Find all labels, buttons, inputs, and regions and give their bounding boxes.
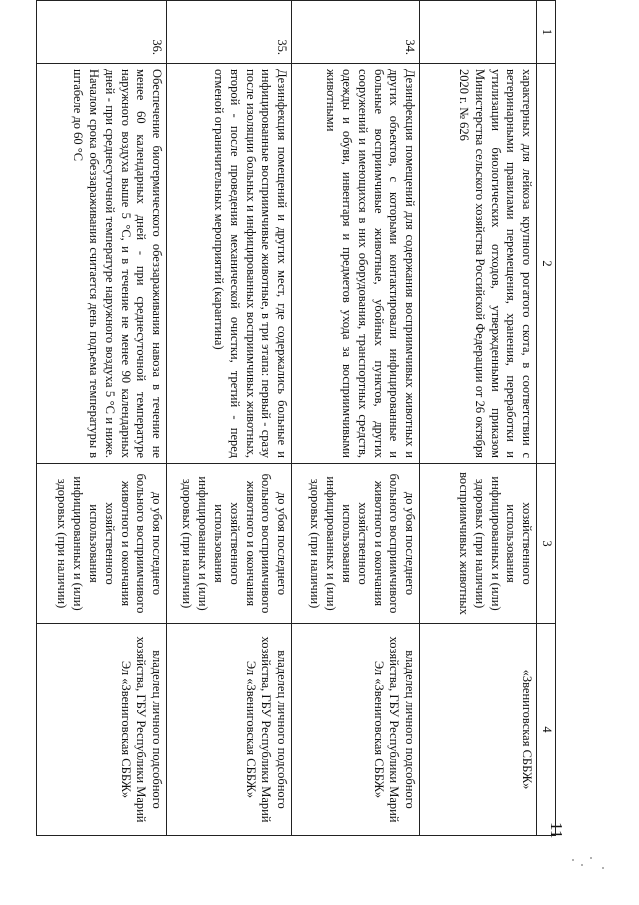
table-row (37, 1, 167, 836)
rotated-page-content (36, 0, 556, 835)
column-header: 2 (537, 64, 556, 464)
measure-responsible: владелец личного подсобного хозяйства, ГБУ Республики Марий Эл «Звениговская СББЖ» (292, 624, 420, 836)
measure-timing: до убоя последнего больного восприимчивого животного и окончания хозяйственного использования инфицированных и (или) здоровых (при наличии) (37, 464, 167, 624)
measure-description: Обеспечение биотермического обеззараживания навоза в течение не менее 60 календарных дней - при среднесуточной температуре наружного воздуха выше 5 °С, и в течение не менее 90 календарных дней - при среднесуточной температуре наружного воздуха 5 °С и ниже. Началом срока обеззараживания считается день подъема температуры в штабеле до 60 °С (37, 64, 167, 464)
measure-description: характерных для лейкоза крупного рогатого скота, в соответствии с ветеринарными правилами перемещения, хранения, переработки и утилизации биологических отходов, утвержденными приказом Министерства сельского хозяйства Российской Федерации от 26 октября 2020 г. № 626 (420, 64, 537, 464)
measure-responsible: владелец личного подсобного хозяйства, ГБУ Республики Марий Эл «Звениговская СББЖ» (37, 624, 167, 836)
column-header: 1 (537, 1, 556, 64)
measures-table (36, 0, 556, 836)
page-number: 11 (547, 822, 566, 839)
table-row (420, 1, 537, 836)
measure-timing: до убоя последнего больного восприимчивого животного и окончания хозяйственного использования инфицированных и (или) здоровых (при наличии) (292, 464, 420, 624)
row-number: 36. (37, 1, 167, 64)
column-header: 4 (537, 624, 556, 836)
measure-description: Дезинфекция помещений для содержания восприимчивых животных и других объектов, с которыми контактировали инфицированные и больные восприимчивые животные, убойных пунктов, других сооружений и имеющихся в них оборудования, транспортных средств, одежды и обуви, инвентаря и предметов ухода за восприимчивыми животными (292, 64, 420, 464)
measure-responsible: владелец личного подсобного хозяйства, ГБУ Республики Марий Эл «Звениговская СББЖ» (167, 624, 292, 836)
measure-timing: хозяйственного использования инфицированных и (или) здоровых (при наличии) восприимчивых животных (420, 464, 537, 624)
row-number: 34. (292, 1, 420, 64)
column-header: 3 (537, 464, 556, 624)
measure-responsible: «Звениговская СББЖ» (420, 624, 537, 836)
scan-speckles (572, 855, 612, 875)
measure-timing: до убоя последнего больного восприимчивого животного и окончания хозяйственного использования инфицированных и (или) здоровых (при наличии) (167, 464, 292, 624)
row-number: 35. (167, 1, 292, 64)
table-row (292, 1, 420, 836)
measure-description: Дезинфекция помещений и других мест, где содержались больные и инфицированные восприимчивые животные, в три этапа: первый - сразу после изоляции больных и инфицированных восприимчивых животных, второй - после проведения механической очистки, третий - перед отменой ограничительных мероприятий (карантина) (167, 64, 292, 464)
table-row (167, 1, 292, 836)
table-header-row (537, 1, 556, 836)
row-number (420, 1, 537, 64)
